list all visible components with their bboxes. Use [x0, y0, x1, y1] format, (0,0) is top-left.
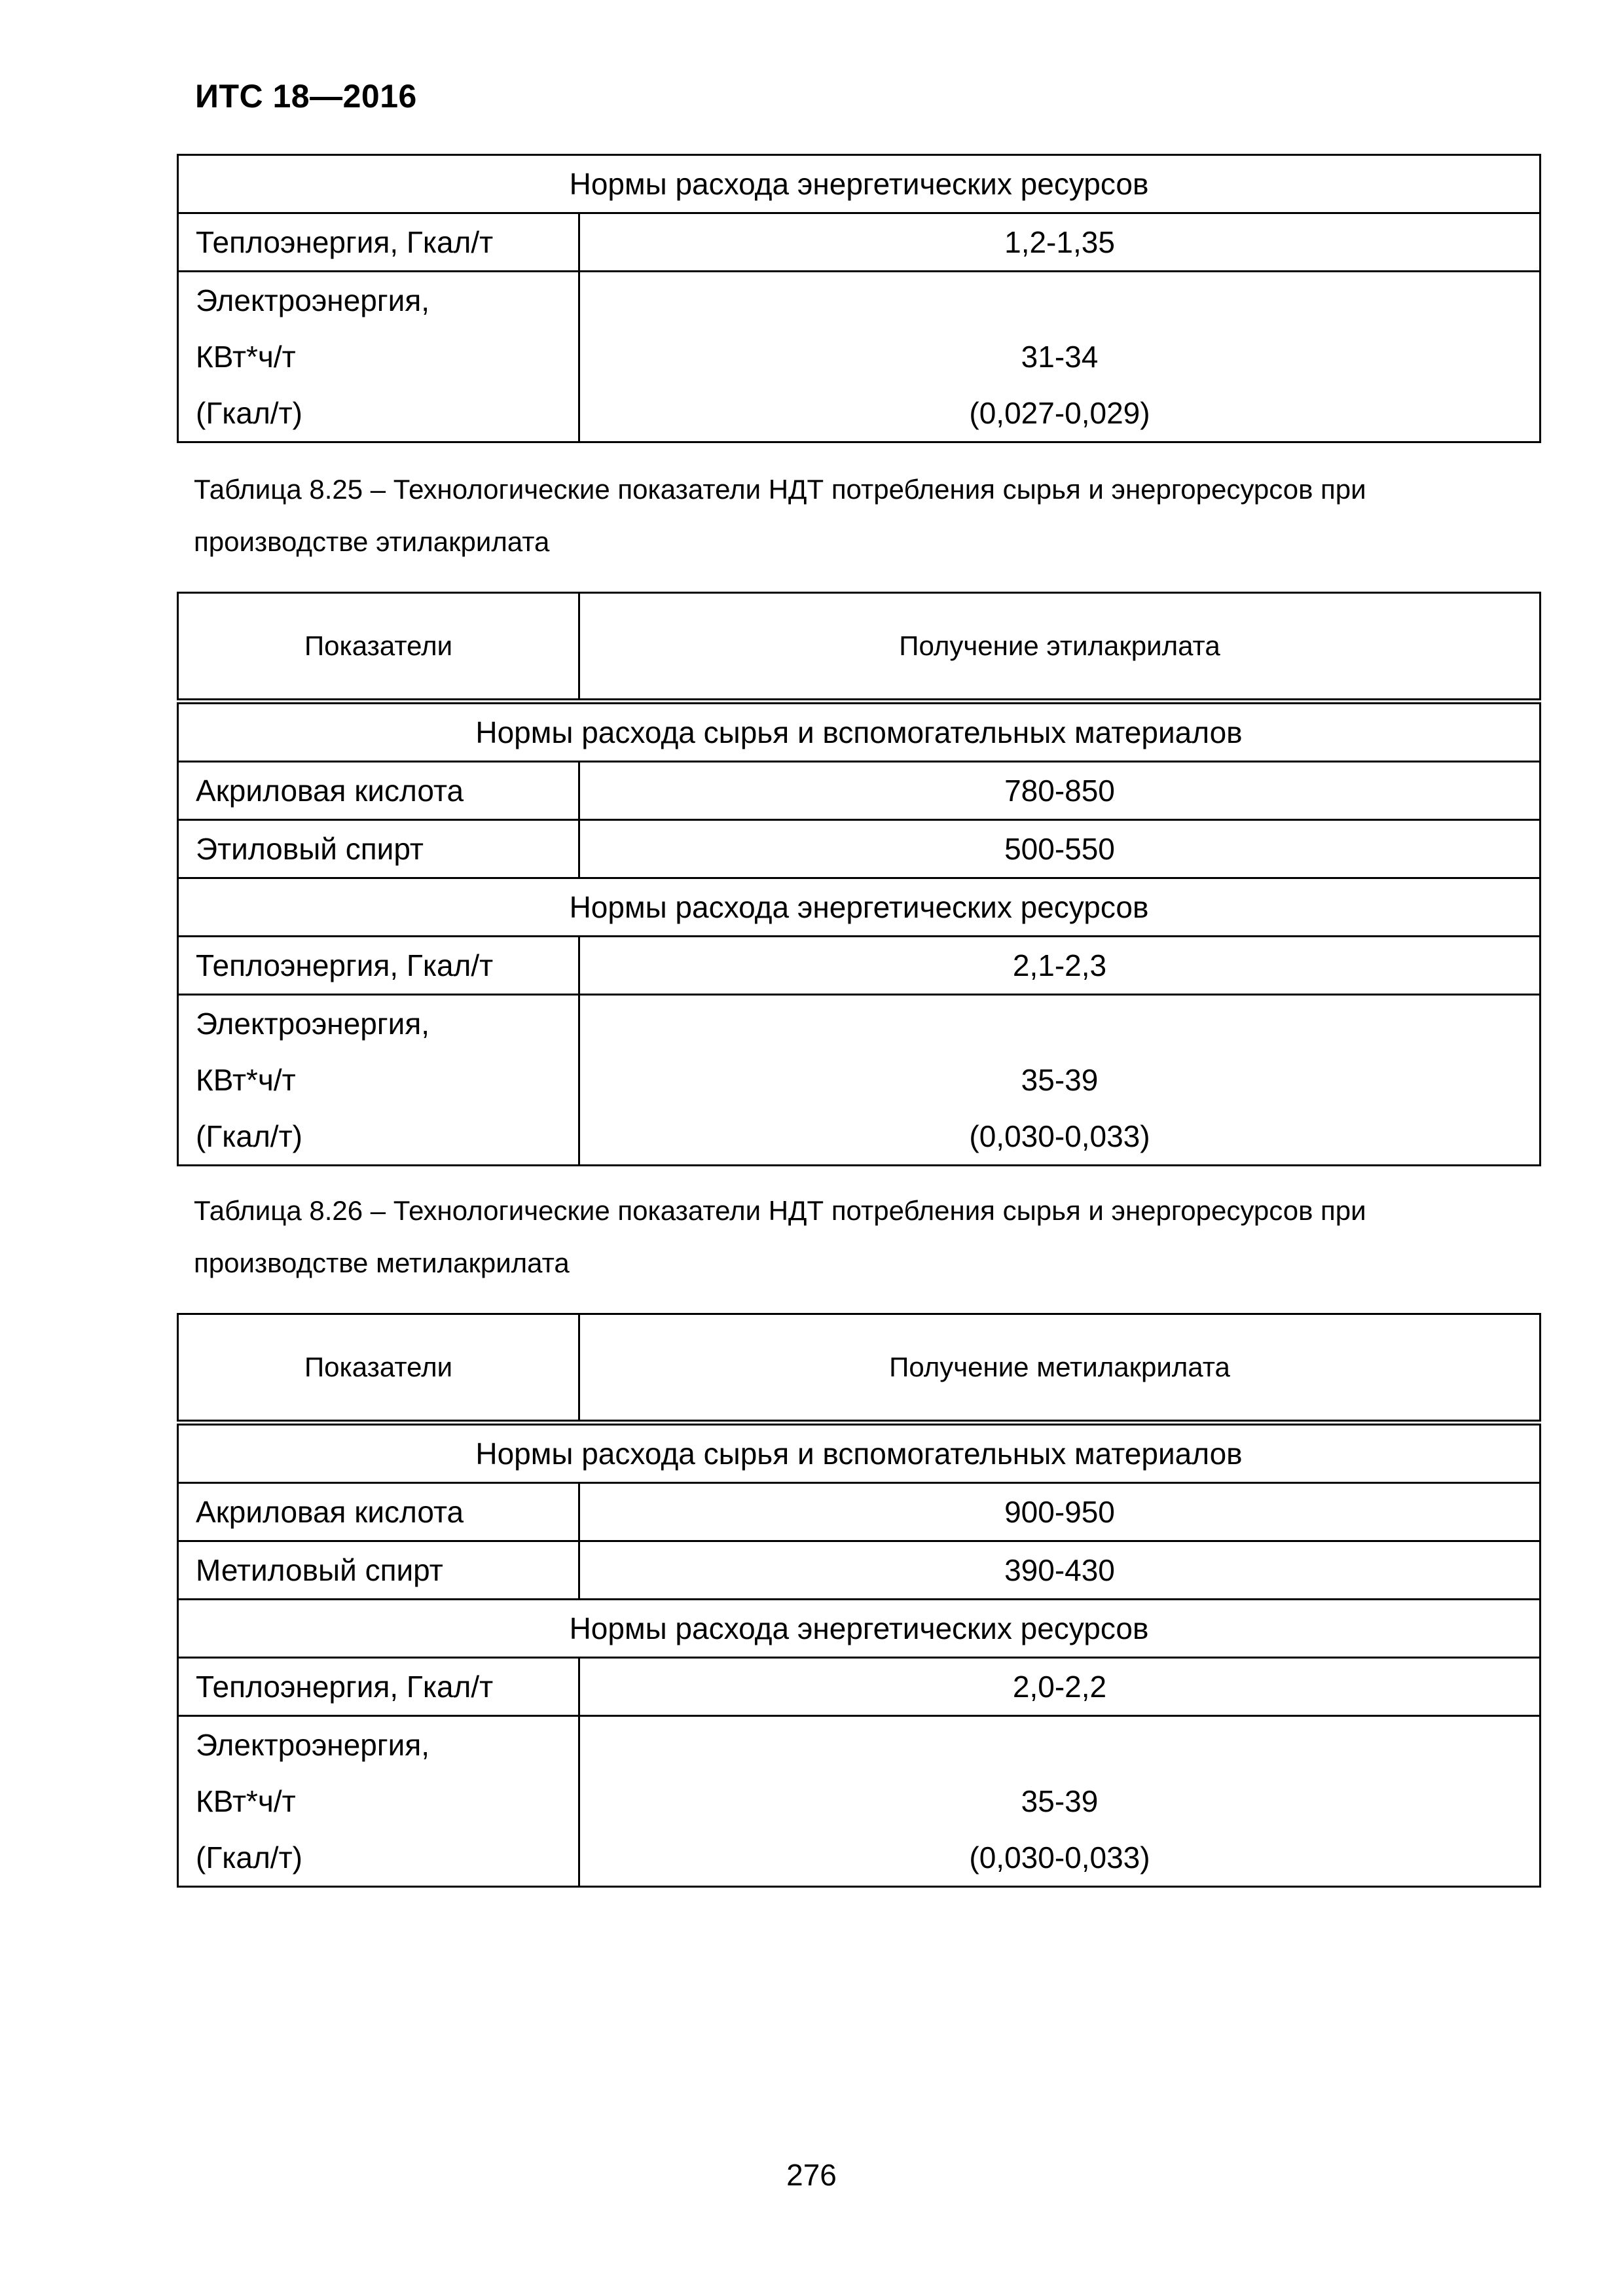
table-caption-8-26	[194, 1185, 1542, 1289]
row-value-heat: 1,2-1,35	[579, 213, 1541, 272]
column-header-indicators: Показатели	[178, 1314, 579, 1423]
caption-line: Таблица 8.26 – Технологические показатели НДТ потребления сырья и энергоресурсов при	[194, 1195, 1366, 1226]
label-line: Электроэнергия,	[196, 1728, 430, 1762]
caption-line: Таблица 8.25 – Технологические показатели НДТ потребления сырья и энергоресурсов при	[194, 474, 1366, 505]
value-line: 31-34	[1021, 340, 1099, 374]
table-row	[178, 937, 1541, 995]
label-line: (Гкал/т)	[196, 1840, 302, 1874]
label-line: КВт*ч/т	[196, 340, 296, 374]
table-row	[178, 155, 1541, 213]
row-label-acrylic-acid: Акриловая кислота	[178, 762, 579, 820]
value-line: 35-39	[1021, 1784, 1099, 1818]
label-line: Электроэнергия,	[196, 283, 430, 317]
table-row	[178, 213, 1541, 272]
table-row	[178, 1600, 1541, 1658]
row-label-ethanol: Этиловый спирт	[178, 820, 579, 878]
section-raw-materials: Нормы расхода сырья и вспомогательных материалов	[178, 1423, 1541, 1483]
row-label-heat: Теплоэнергия, Гкал/т	[178, 1658, 579, 1716]
row-label-electricity	[178, 995, 579, 1166]
table-caption-8-25	[194, 463, 1542, 568]
row-label-acrylic-acid: Акриловая кислота	[178, 1483, 579, 1541]
table-row	[178, 820, 1541, 878]
section-energy-resources: Нормы расхода энергетических ресурсов	[178, 1600, 1541, 1658]
row-value-electricity	[579, 272, 1541, 442]
section-energy-resources: Нормы расхода энергетических ресурсов	[178, 878, 1541, 937]
row-label-electricity	[178, 1716, 579, 1887]
table-8-25	[177, 592, 1541, 1166]
label-line: (Гкал/т)	[196, 396, 302, 430]
table-8-26	[177, 1313, 1541, 1888]
column-header-production: Получение этилакрилата	[579, 593, 1541, 702]
value-line: 35-39	[1021, 1063, 1099, 1097]
value-line: (0,027-0,029)	[969, 396, 1150, 430]
row-value-acrylic-acid: 900-950	[579, 1483, 1541, 1541]
label-line: Электроэнергия,	[196, 1007, 430, 1041]
caption-line: производстве метилакрилата	[194, 1247, 570, 1278]
table-row	[178, 1483, 1541, 1541]
table-header-row	[178, 1314, 1541, 1423]
section-raw-materials: Нормы расхода сырья и вспомогательных материалов	[178, 702, 1541, 762]
table-row	[178, 1716, 1541, 1887]
table-row	[178, 762, 1541, 820]
row-value-acrylic-acid: 780-850	[579, 762, 1541, 820]
value-line: (0,030-0,033)	[969, 1840, 1150, 1874]
table-row	[178, 1541, 1541, 1600]
row-value-ethanol: 500-550	[579, 820, 1541, 878]
column-header-production: Получение метилакрилата	[579, 1314, 1541, 1423]
caption-line: производстве этилакрилата	[194, 526, 550, 557]
row-value-heat: 2,0-2,2	[579, 1658, 1541, 1716]
row-label-heat: Теплоэнергия, Гкал/т	[178, 937, 579, 995]
table-header-row	[178, 593, 1541, 702]
label-line: КВт*ч/т	[196, 1784, 296, 1818]
document-code: ИТС 18—2016	[195, 78, 417, 115]
row-label-electricity	[178, 272, 579, 442]
column-header-indicators: Показатели	[178, 593, 579, 702]
value-line: (0,030-0,033)	[969, 1119, 1150, 1153]
row-label-heat: Теплоэнергия, Гкал/т	[178, 213, 579, 272]
table-row	[178, 272, 1541, 442]
table-row	[178, 995, 1541, 1166]
table-row	[178, 702, 1541, 762]
label-line: (Гкал/т)	[196, 1119, 302, 1153]
row-value-heat: 2,1-2,3	[579, 937, 1541, 995]
page-number: 276	[786, 2158, 837, 2192]
row-value-methanol: 390-430	[579, 1541, 1541, 1600]
table-row	[178, 1423, 1541, 1483]
label-line: КВт*ч/т	[196, 1063, 296, 1097]
section-energy-resources: Нормы расхода энергетических ресурсов	[178, 155, 1541, 213]
table-continuation	[177, 154, 1541, 443]
table-row	[178, 1658, 1541, 1716]
row-value-electricity	[579, 995, 1541, 1166]
table-row	[178, 878, 1541, 937]
row-label-methanol: Метиловый спирт	[178, 1541, 579, 1600]
row-value-electricity	[579, 1716, 1541, 1887]
